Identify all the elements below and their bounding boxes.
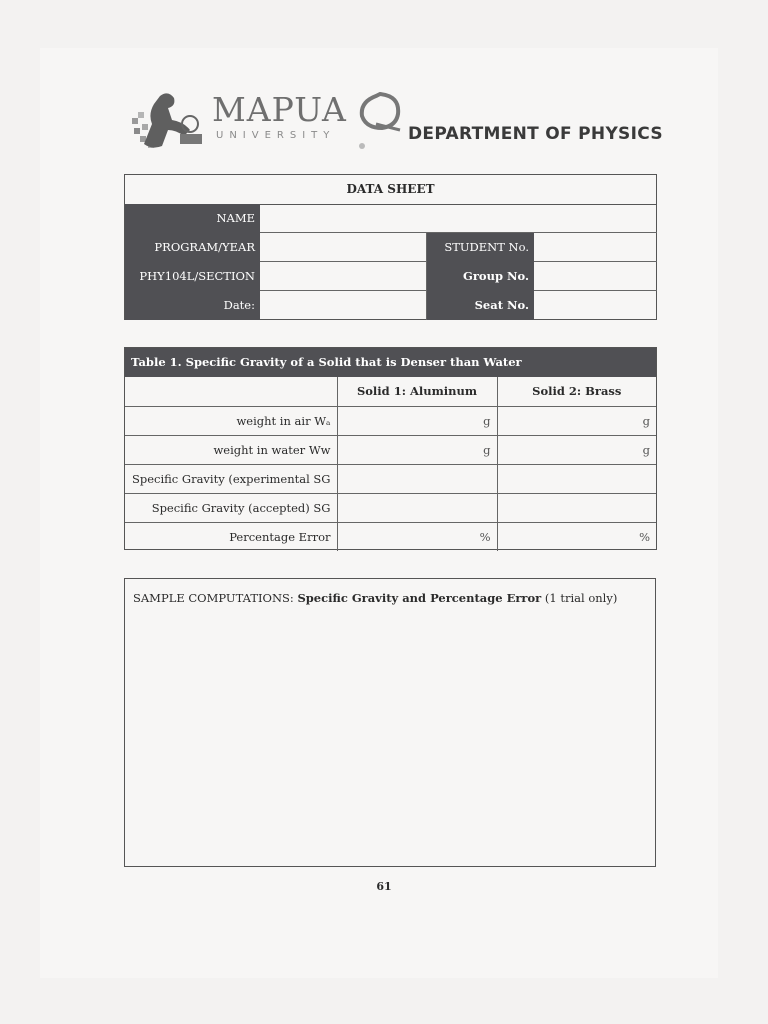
sample-label: SAMPLE COMPUTATIONS: [133,591,294,605]
data-sheet-title: DATA SHEET [125,175,656,205]
cell-sg-acc-solid1[interactable] [337,493,497,522]
header-cell-blank [125,377,337,406]
sample-bold-text: Specific Gravity and Percentage Error [297,591,542,605]
logo-figure-icon [130,88,210,160]
name-label: NAME [125,204,260,233]
table-row [125,406,656,435]
cell-sg-exp-solid2[interactable] [497,464,656,493]
table-header-row [125,377,656,406]
department-mark-icon [350,88,406,152]
page-number: 61 [376,880,392,893]
cell-weight-water-solid1[interactable]: g [337,435,497,464]
seat-no-field[interactable] [534,291,657,320]
section-label: PHY104L/SECTION [125,262,260,291]
header-solid-2: Solid 2: Brass [497,377,656,406]
program-year-label: PROGRAM/YEAR [125,233,260,262]
cell-weight-water-solid2[interactable]: g [497,435,656,464]
table-row [125,435,656,464]
date-field[interactable] [260,291,427,320]
student-no-field[interactable] [534,233,657,262]
header-solid-1: Solid 1: Aluminum [337,377,497,406]
program-year-field[interactable] [260,233,427,262]
university-name: MAPUA [212,90,347,129]
department-title: DEPARTMENT OF PHYSICS [408,124,663,144]
group-no-field[interactable] [534,262,657,291]
row-label-weight-air: weight in air Wₐ [125,406,337,435]
row-label-percentage-error: Percentage Error [125,522,337,551]
table-row [125,464,656,493]
cell-error-solid2[interactable]: % [497,522,656,551]
date-label: Date: [125,291,260,320]
cell-error-solid1[interactable]: % [337,522,497,551]
row-label-weight-water: weight in water Wᴡ [125,435,337,464]
cell-weight-air-solid1[interactable]: g [337,406,497,435]
group-no-label: Group No. [427,262,534,291]
row-label-sg-experimental: Specific Gravity (experimental SG [125,464,337,493]
section-field[interactable] [260,262,427,291]
sample-computations-box[interactable] [124,578,656,867]
student-no-label: STUDENT No. [427,233,534,262]
university-logo [130,88,347,160]
cell-sg-exp-solid1[interactable] [337,464,497,493]
table-row [125,522,656,551]
cell-weight-air-solid2[interactable]: g [497,406,656,435]
cell-sg-acc-solid2[interactable] [497,493,656,522]
table-caption: Table 1. Specific Gravity of a Solid that is Denser than Water [125,348,656,377]
data-table [125,377,656,551]
name-field[interactable] [260,204,657,233]
row-label-sg-accepted: Specific Gravity (accepted) SG [125,493,337,522]
sample-note: (1 trial only) [544,591,618,605]
table-row [125,493,656,522]
specific-gravity-table [124,347,657,550]
seat-no-label: Seat No. [427,291,534,320]
sample-computations-heading [133,591,617,605]
university-subtitle: UNIVERSITY [216,130,336,141]
data-sheet [124,174,657,320]
